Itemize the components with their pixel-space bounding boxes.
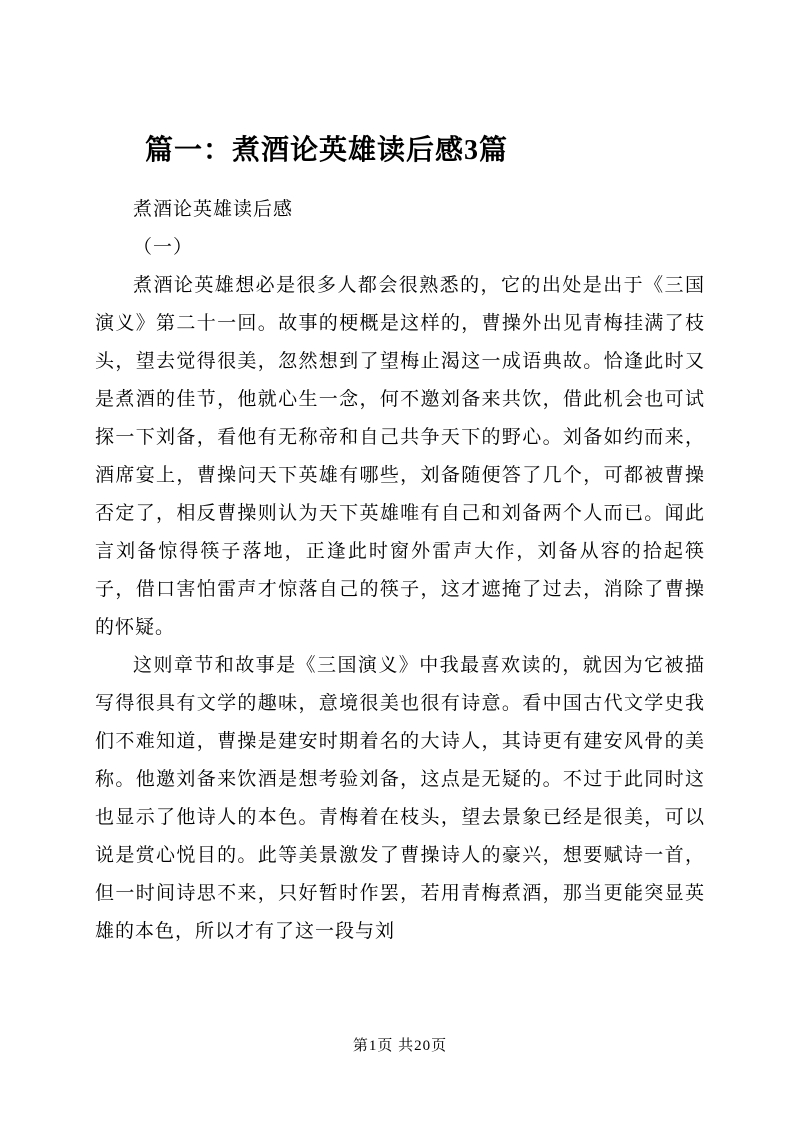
paragraph-1: 煮酒论英雄想必是很多人都会很熟悉的，它的出处是出于《三国演义》第二十一回。故事的梗概是这样的，曹操外出见青梅挂满了枝头，望去觉得很美，忽然想到了望梅止渴这一成语典故。恰逢此时又是煮酒的佳节，他就心生一念，何不邀刘备来共饮，借此机会也可试探一下刘备，看他有无称帝和自己共争天下的野心。刘备如约而来，酒席宴上，曹操问天下英雄有哪些，刘备随便答了几个，可都被曹操否定了，相反曹操则认为天下英雄唯有自己和刘备两个人而已。闻此言刘备惊得筷子落地，正逢此时窗外雷声大作，刘备从容的拾起筷子，借口害怕雷声才惊落自己的筷子，这才遮掩了过去，消除了曹操的怀疑。 [95,275,705,639]
section-marker: （一） [133,237,194,259]
document-title: 篇一：煮酒论英雄读后感3篇 [145,135,509,166]
page-number-footer: 第1页 共20页 [352,1038,448,1054]
paragraph-2: 这则章节和故事是《三国演义》中我最喜欢读的，就因为它被描写得很具有文学的趣味，意境很美也很有诗意。看中国古代文学史我们不难知道，曹操是建安时期着名的大诗人，其诗更有建安风骨的美称。他邀刘备来饮酒是想考验刘备，这点是无疑的。不过于此同时这也显示了他诗人的本色。青梅着在枝头，望去景象已经是很美，可以说是赏心悦目的。此等美景激发了曹操诗人的豪兴，想要赋诗一首，但一时间诗思不来，只好暂时作罢，若用青梅煮酒，那当更能突显英雄的本色，所以才有了这一段与刘 [95,655,705,943]
document-subtitle: 煮酒论英雄读后感 [133,199,294,221]
